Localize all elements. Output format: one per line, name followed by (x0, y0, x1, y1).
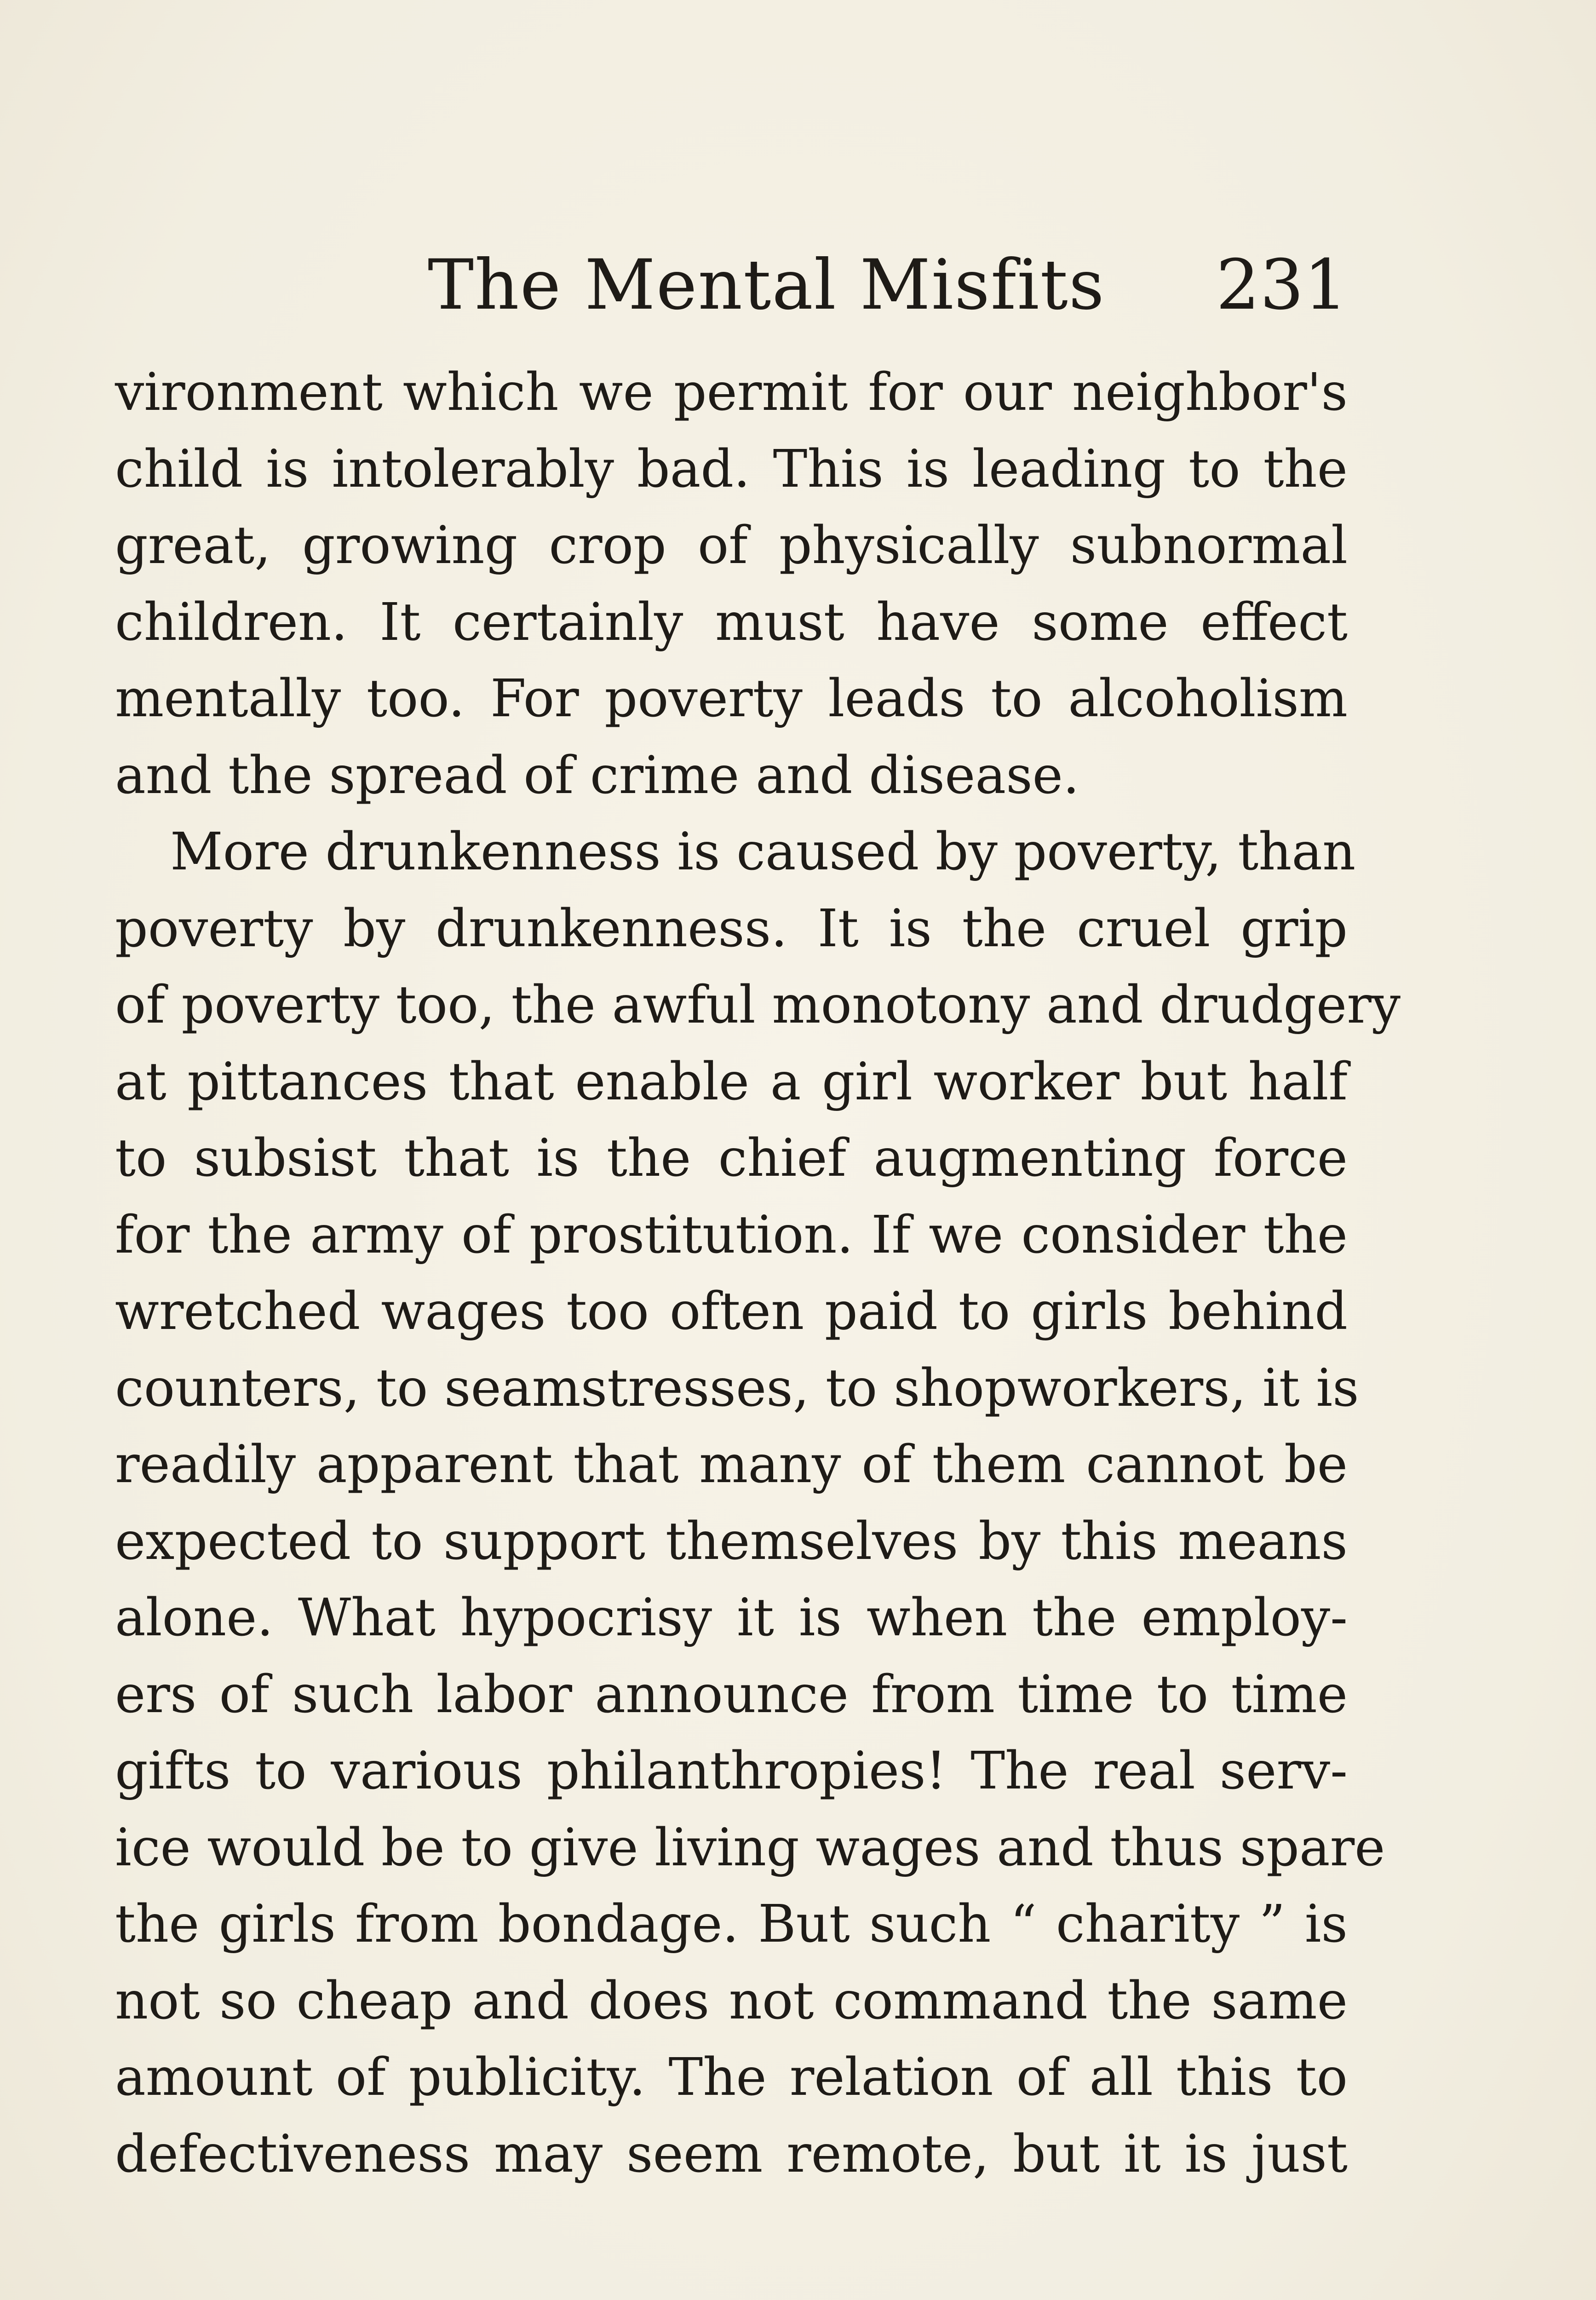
text-line: ice would be to give living wages and thus spare (115, 1817, 1385, 1878)
text-line: great, growing crop of physically subnormal (115, 516, 1348, 575)
running-title: The Mental Misfits (428, 245, 1105, 325)
text-line: counters, to seamstresses, to shopworkers, it is (115, 1358, 1359, 1418)
text-line: and the spread of crime and disease. (115, 745, 1079, 805)
text-line: defectiveness may seem remote, but it is just (115, 2124, 1348, 2184)
text-line: of poverty too, the awful monotony and drudgery (115, 975, 1401, 1035)
page-number: 231 (1216, 245, 1348, 325)
text-line: More drunkenness is caused by poverty, than (170, 822, 1356, 882)
text-line: for the army of prostitution. If we consider the (115, 1205, 1348, 1265)
text-line: the girls from bondage. But such “ charity ” is (115, 1894, 1348, 1954)
text-line: at pittances that enable a girl worker but half (115, 1052, 1348, 1112)
text-line: mentally too. For poverty leads to alcoholism (115, 669, 1348, 729)
text-line: vironment which we permit for our neighbor's (115, 362, 1348, 422)
text-line: readily apparent that many of them cannot be (115, 1435, 1348, 1495)
text-line: not so cheap and does not command the same (115, 1971, 1348, 2031)
body-text (115, 354, 1401, 2192)
text-line: to subsist that is the chief augmenting force (115, 1128, 1348, 1188)
text-line: children. It certainly must have some effect (115, 592, 1348, 652)
text-line: expected to support themselves by this means (115, 1511, 1348, 1571)
text-line: gifts to various philanthropies! The real serv- (115, 1741, 1348, 1801)
text-line: alone. What hypocrisy it is when the employ- (115, 1588, 1348, 1648)
paragraph (115, 354, 1348, 814)
page-header (115, 239, 1348, 331)
text-line: ers of such labor announce from time to time (115, 1664, 1348, 1725)
text-line: amount of publicity. The relation of all this to (115, 2047, 1348, 2107)
paragraph (115, 814, 1401, 2192)
text-line: wretched wages too often paid to girls behind (115, 1282, 1348, 1341)
text-line: poverty by drunkenness. It is the cruel grip (115, 898, 1348, 959)
text-line: child is intolerably bad. This is leading to the (115, 439, 1348, 499)
